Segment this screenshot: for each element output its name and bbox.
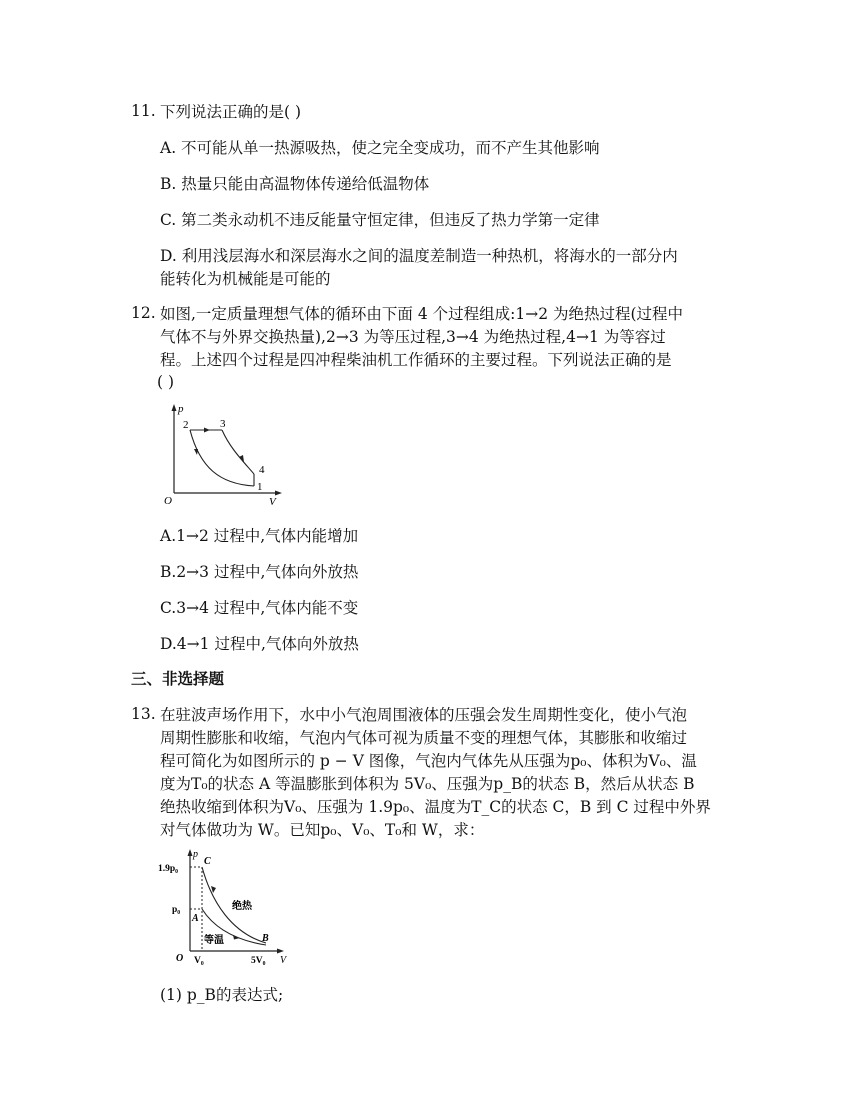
q12-point-3-label: 3	[220, 418, 226, 430]
q12-stem-line4: ( )	[157, 373, 175, 391]
q13-stem-line6: 对气体做功为 W。已知p₀、V₀、T₀和 W，求：	[160, 821, 485, 839]
q13-x-tick-v0: V₀	[194, 956, 204, 966]
q12-axis-v-label: V	[269, 496, 276, 508]
q12-point-2-label: 2	[183, 419, 189, 431]
q13-y-tick-19p0: 1.9p₀	[158, 864, 179, 874]
q11-option-b: B. 热量只能由高温物体传递给低温物体	[160, 175, 430, 193]
q11-option-c: C. 第二类永动机不违反能量守恒定律，但违反了热力学第一定律	[160, 211, 600, 229]
q13-stem-line3: 程可简化为如图所示的 p − V 图像，气泡内气体先从压强为p₀、体积为V₀、温	[160, 752, 697, 770]
q12-point-1-label: 1	[257, 481, 263, 493]
q12-axis-p-arrow-icon	[172, 404, 177, 411]
q12-process-3-4	[222, 430, 254, 474]
q13-stem-line4: 度为T₀的状态 A 等温膨胀到体积为 5V₀、压强为p_B的状态 B，然后从状态 B	[160, 775, 695, 793]
section-3-heading: 三、非选择题	[131, 670, 225, 688]
q13-axis-v-label: V	[280, 955, 287, 966]
q12-option-d: D.4→1 过程中,气体向外放热	[160, 635, 359, 653]
q12-arrow-2-3-icon	[204, 428, 210, 433]
q11-option-d-line1: D. 利用浅层海水和深层海水之间的温度差制造一种热机，将海水的一部分内	[160, 247, 678, 265]
q13-arrow-adiabatic-icon	[211, 886, 216, 893]
q12-origin-label: O	[164, 495, 172, 507]
q12-process-1-2	[190, 430, 254, 486]
q13-point-b-label: B	[262, 933, 269, 944]
q13-number: 13.	[131, 705, 156, 723]
q12-stem-line2: 气体不与外界交换热量),2→3 为等压过程,3→4 为绝热过程,4→1 为等容过	[160, 328, 666, 346]
q12-stem-line1: 如图,一定质量理想气体的循环由下面 4 个过程组成:1→2 为绝热过程(过程中	[160, 305, 684, 323]
q13-point-a-label: A	[192, 913, 199, 924]
q12-stem-line3: 程。上述四个过程是四冲程柴油机工作循环的主要过程。下列说法正确的是	[160, 351, 672, 369]
q13-pv-diagram	[150, 845, 300, 967]
q12-option-c: C.3→4 过程中,气体内能不变	[160, 599, 359, 617]
q12-number: 12.	[131, 304, 156, 322]
q12-point-4-label: 4	[259, 464, 265, 476]
q12-pv-diagram	[160, 398, 290, 510]
q13-point-c-label: C	[204, 856, 211, 867]
q13-arrow-isothermal-icon	[233, 935, 240, 940]
q13-stem-line2: 周期性膨胀和收缩，气泡内气体可视为质量不变的理想气体，其膨胀和收缩过	[160, 729, 688, 747]
q11-option-a: A. 不可能从单一热源吸热，使之完全变成功，而不产生其他影响	[160, 139, 600, 157]
q13-stem-line1: 在驻波声场作用下，水中小气泡周围液体的压强会发生周期性变化，使小气泡	[160, 706, 688, 724]
q12-axis-v-arrow-icon	[275, 491, 282, 496]
q12-option-a: A.1→2 过程中,气体内能增加	[160, 527, 359, 545]
q11-stem: 下列说法正确的是( )	[160, 103, 302, 121]
q11-number: 11.	[131, 102, 156, 120]
q13-axis-v-arrow-icon	[277, 949, 284, 954]
q13-axis-p-label: p	[193, 849, 198, 860]
q12-arrow-1-2-icon	[194, 449, 198, 455]
q12-axis-p-label: p	[178, 403, 184, 415]
q12-arrow-3-4-icon	[239, 455, 244, 462]
q13-axis-p-arrow-icon	[188, 849, 193, 856]
q11-option-d-line2: 能转化为机械能是可能的	[160, 270, 331, 288]
q12-option-b: B.2→3 过程中,气体向外放热	[160, 563, 359, 581]
q13-x-tick-5v0: 5V₀	[251, 956, 266, 966]
q13-origin-label: O	[176, 953, 184, 964]
q13-adiabatic-label: 绝热	[232, 901, 252, 912]
q13-sub-question-1: (1) p_B的表达式;	[160, 986, 284, 1004]
q13-isothermal-label: 等温	[204, 935, 224, 946]
q13-y-tick-p0: p₀	[172, 905, 181, 915]
q13-stem-line5: 绝热收缩到体积为V₀、压强为 1.9p₀、温度为T_C的状态 C，B 到 C 过程中外界	[160, 798, 711, 816]
